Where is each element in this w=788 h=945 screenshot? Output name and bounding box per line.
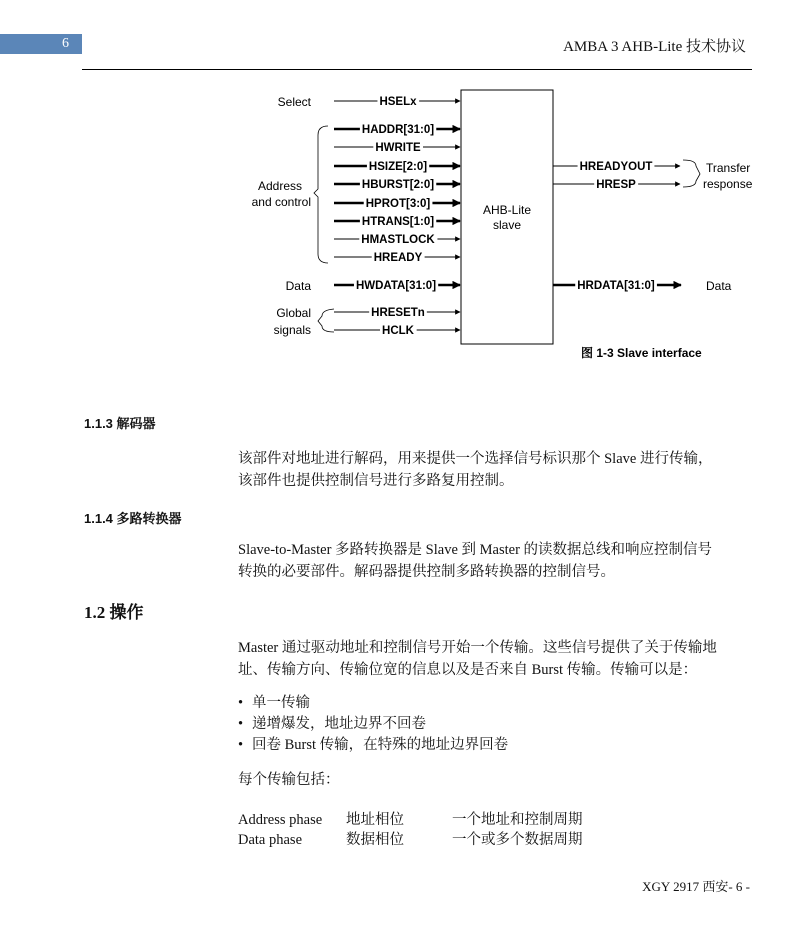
block-label-line2: slave (492, 218, 522, 232)
transfer-response-brace (683, 160, 700, 187)
list-item: • 单一传输 (238, 693, 508, 714)
operation-line-1: Master 通过驱动地址和控制信号开始一个传输。这些信号提供了关于传输地 (238, 640, 717, 656)
phase-cn: 地址相位 (346, 812, 404, 828)
data-out-label: Data (706, 279, 732, 293)
signal-label-haddr-31-0-: HADDR[31:0] (361, 124, 435, 136)
slave-interface-diagram (0, 80, 788, 370)
each-transfer-text: 每个传输包括： (238, 772, 340, 788)
phase-name: Data phase (238, 832, 303, 848)
list-item: • 回卷 Burst 传输，在特殊的地址边界回卷 (238, 735, 508, 756)
select-label: Select (277, 95, 311, 109)
signal-label-hrdata-31-0-: HRDATA[31:0] (577, 280, 655, 292)
transfer-type-list (238, 693, 508, 756)
signal-label-hmastlock: HMASTLOCK (361, 234, 435, 246)
signal-label-hwdata-31-0-: HWDATA[31:0] (355, 280, 437, 292)
global-signals-label-line1: Global (276, 306, 311, 320)
signal-label-hselx: HSELx (379, 96, 417, 108)
block-label-line1: AHB-Lite (482, 203, 532, 217)
signal-label-htrans-1-0-: HTRANS[1:0] (361, 216, 435, 228)
address-control-label-line1: Address (257, 179, 302, 193)
multiplexor-line-2: 转换的必要部件。解码器提供控制多路转换器的控制信号。 (238, 564, 615, 580)
decoder-line-1: 该部件对地址进行解码，用来提供一个选择信号标识那个 Slave 进行传输， (238, 451, 713, 467)
address-control-label-line2: and control (251, 195, 311, 209)
header-title: AMBA 3 AHB-Lite 技术协议 (563, 39, 746, 55)
global-signals-label-line2: signals (273, 323, 311, 337)
signal-label-hclk: HCLK (382, 325, 414, 337)
signal-label-hreadyout: HREADYOUT (579, 161, 653, 173)
page-footer: XGY 2917 西安- 6 - (642, 879, 750, 894)
phase-name: Address phase (238, 812, 323, 828)
section-heading-operation: 1.2 操作 (84, 603, 144, 622)
input-signal-lines (334, 96, 460, 337)
signal-label-hready: HREADY (373, 252, 423, 264)
output-signal-lines (553, 161, 681, 292)
section-heading-decoder: 1.1.3 解码器 (84, 416, 156, 431)
decoder-paragraph (238, 448, 753, 492)
phase-cn: 数据相位 (346, 832, 404, 848)
multiplexor-line-1: Slave-to-Master 多路转换器是 Slave 到 Master 的读数据总线和响应控制信号 (238, 542, 713, 558)
operation-line-2: 址、传输方向、传输位宽的信息以及是否来自 Burst 传输。传输可以是： (238, 662, 698, 678)
operation-paragraph (238, 637, 753, 681)
decoder-line-2: 该部件也提供控制信号进行多路复用控制。 (238, 473, 514, 489)
signal-label-hsize-2-0-: HSIZE[2:0] (368, 161, 428, 173)
list-item: • 递增爆发，地址边界不回卷 (238, 714, 508, 735)
multiplexor-paragraph (238, 539, 753, 583)
ahb-lite-slave-block (461, 90, 553, 344)
global-signals-brace (318, 309, 334, 332)
signal-label-hburst-2-0-: HBURST[2:0] (361, 179, 435, 191)
phase-desc: 一个或多个数据周期 (452, 832, 583, 848)
signal-label-hresp: HRESP (596, 179, 636, 191)
data-in-label: Data (285, 279, 311, 293)
phase-desc: 一个地址和控制周期 (452, 812, 583, 828)
address-control-brace (314, 126, 328, 263)
transfer-response-label-line2: response (703, 177, 753, 191)
figure-caption: 图 1-3 Slave interface (581, 346, 702, 360)
page-number: 6 (62, 36, 69, 51)
signal-label-hresetn: HRESETn (371, 307, 425, 319)
signal-label-hwrite: HWRITE (375, 142, 421, 154)
page-number-tab (0, 34, 82, 54)
section-heading-multiplexor: 1.1.4 多路转换器 (84, 511, 182, 526)
transfer-response-label-line1: Transfer (706, 161, 751, 175)
signal-label-hprot-3-0-: HPROT[3:0] (365, 198, 431, 210)
header-divider (82, 69, 752, 70)
